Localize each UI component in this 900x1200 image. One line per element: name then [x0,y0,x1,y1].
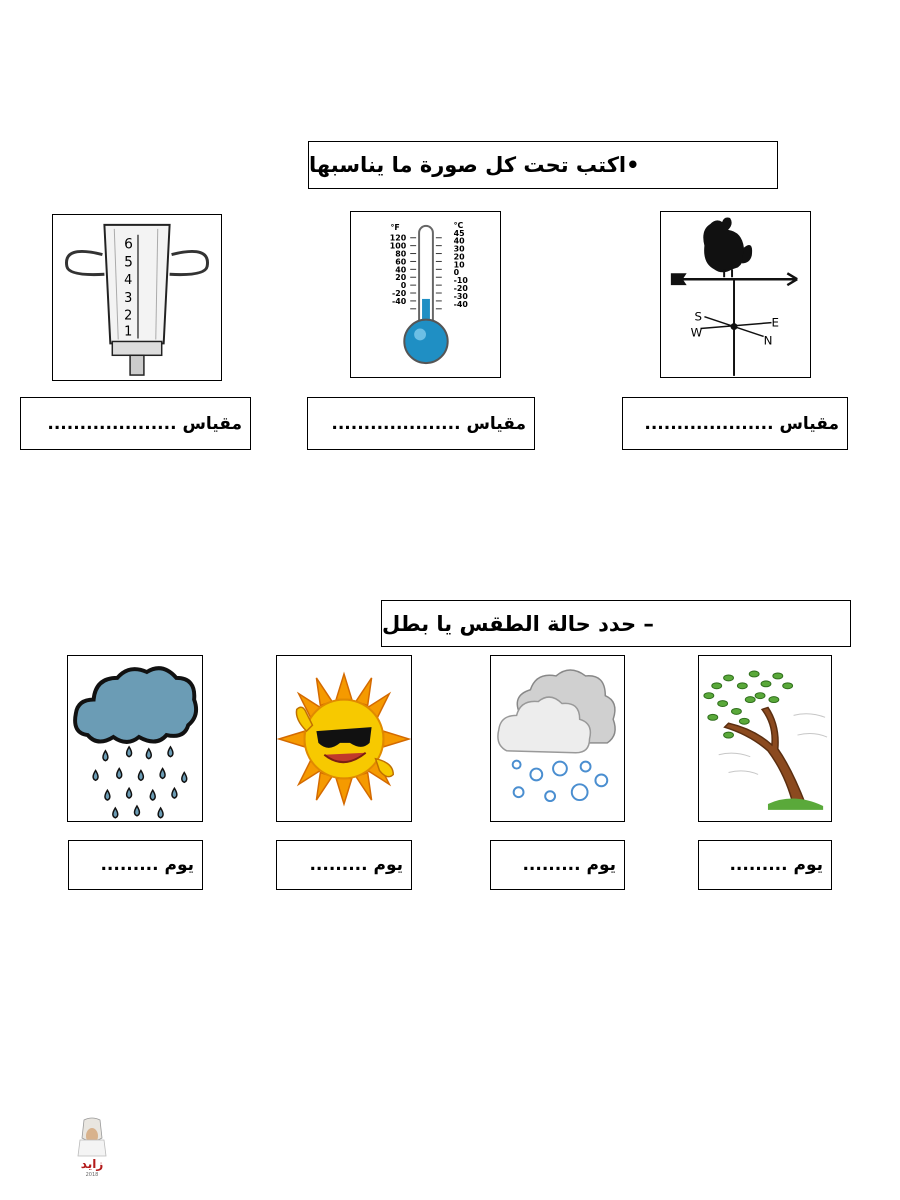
compass-letter: N [763,333,773,348]
fahrenheit-tick-label: 40 [395,265,407,275]
answer-text: يوم ......... [309,855,403,875]
snow-cloud-picture [490,655,625,822]
thermometer-picture [350,211,501,378]
section2-title: – حدد حالة الطقس يا بطل [382,611,654,636]
answer-text: يوم ......... [522,855,616,875]
rain-gauge-picture [52,214,222,381]
section2-title-box [381,600,851,647]
celsius-tick-label: -30 [453,291,468,301]
fahrenheit-tick-label: 120 [389,233,407,243]
answer-field-thermometer[interactable] [307,397,535,450]
logo-year: 2018 [85,1172,99,1178]
gauge-digit: 1 [124,324,133,340]
celsius-tick-label: 40 [453,236,465,246]
wind-vane-icon [661,212,810,377]
answer-text: مقياس .................... [644,413,839,434]
celsius-tick-label: 20 [453,252,465,262]
wind-vane-picture [660,211,811,378]
gauge-digit: 5 [124,254,133,271]
compass-letter: E [771,315,780,330]
fahrenheit-tick-label: -20 [392,288,407,298]
gauge-digit: 4 [124,273,133,289]
logo-text: زايد [80,1157,104,1171]
answer-field-snowy[interactable] [490,840,625,890]
sun-picture [276,655,412,822]
celsius-tick-label: -40 [453,299,468,309]
snow-cloud-icon [491,656,624,821]
celsius-tick-label: 45 [453,228,465,238]
answer-field-sunny[interactable] [276,840,412,890]
windy-tree-picture [698,655,832,822]
fahrenheit-tick-label: 100 [389,241,407,251]
fahrenheit-unit: °F [390,222,400,232]
fahrenheit-tick-label: 20 [395,273,407,283]
fahrenheit-tick-label: 0 [400,281,407,291]
fahrenheit-tick-label: 80 [395,249,407,259]
gauge-digit: 3 [124,290,133,306]
answer-text: مقياس .................... [47,413,242,434]
answer-field-rainy[interactable] [68,840,203,890]
fahrenheit-tick-label: -40 [392,296,407,306]
answer-field-rain-gauge[interactable] [20,397,251,450]
thermometer-icon [351,212,500,377]
sun-icon [277,656,411,821]
section1-title-box [308,141,778,189]
celsius-unit: °C [453,220,464,230]
section1-title: •اكتب تحت كل صورة ما يناسبها [309,153,640,177]
gauge-digit: 6 [124,236,133,253]
celsius-tick-label: 30 [453,244,465,254]
rain-cloud-icon [68,656,202,821]
rain-cloud-picture [67,655,203,822]
fahrenheit-tick-label: 60 [395,257,407,267]
answer-field-wind-vane[interactable] [622,397,848,450]
zayed-year-logo [76,1116,108,1178]
celsius-tick-label: -10 [453,276,468,286]
answer-text: مقياس .................... [331,413,526,434]
celsius-tick-label: 0 [453,268,460,278]
celsius-tick-label: -20 [453,284,468,294]
celsius-tick-label: 10 [453,260,465,270]
answer-text: يوم ......... [100,855,194,875]
compass-letter: W [690,325,703,340]
windy-tree-icon [699,656,831,821]
answer-field-windy[interactable] [698,840,832,890]
compass-letter: S [694,309,703,324]
gauge-digit: 2 [124,308,133,324]
rain-gauge-icon [53,215,221,380]
answer-text: يوم ......... [729,855,823,875]
